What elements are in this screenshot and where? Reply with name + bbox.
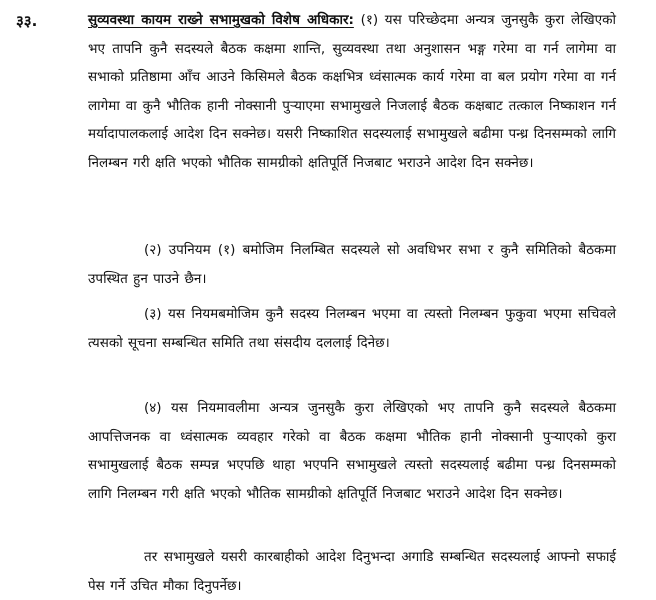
section-number: ३३. [16, 12, 38, 30]
subrule-4-paragraph: (४) यस नियमावलीमा अन्यत्र जुनसुकै कुरा लेखिएको भए तापनि कुनै सदस्यले बैठकमा आपत्तिजनक वा ध्वंसात्मक व्यवहार गरेको वा बैठक कक्षमा भौतिक हानी नोक्सानी पुऱ्याएको कुरा सभामुखलाई बैठक सम्पन्न भएपछि थाहा भएपनि सभामुखले त्यस्तो सदस्यलाई बढीमा पन्ध्र दिनसम्मको लागि निलम्बन गरी क्षति भएको भौतिक सामग्रीको क्षतिपूर्ति निजबाट भराउने आदेश दिन सक्नेछ। [88, 400, 616, 502]
subrule-2-paragraph: (२) उपनियम (१) बमोजिम निलम्बित सदस्यले सो अवधिभर सभा र कुनै समितिको बैठकमा उपस्थित हुन पाउने छैन। [88, 242, 616, 287]
section-paragraph-1 [88, 6, 616, 177]
section-heading: सुव्यवस्था कायम राख्ने सभामुखको विशेष अधिकार: [88, 12, 354, 28]
proviso-paragraph: तर सभामुखले यसरी कारबाहीको आदेश दिनुभन्दा अगाडि सम्बन्धित सदस्यलाई आफ्नो सफाई पेस गर्ने उचित मौका दिनुपर्नेछ। [88, 549, 616, 594]
subrule-3-paragraph: (३) यस नियमबमोजिम कुनै सदस्य निलम्बन भएमा वा त्यस्तो निलम्बन फुकुवा भएमा सचिवले त्यसको सूचना सम्बन्धित समिति तथा संसदीय दललाई दिनेछ। [88, 306, 616, 351]
subrule-1-text: (१) यस परिच्छेदमा अन्यत्र जुनसुकै कुरा लेखिएको भए तापनि कुनै सदस्यले बैठक कक्षमा शान्ति, सुव्यवस्था तथा अनुशासन भङ्ग गरेमा वा गर्न लागेमा वा सभाको प्रतिष्ठामा आँच आउने किसिमले बैठक कक्षभित्र ध्वंसात्मक कार्य गरेमा वा बल प्रयोग गरेमा वा गर्न लागेमा वा कुनै भौतिक हानी नोक्सानी पुऱ्याएमा सभामुखले निजलाई बैठक कक्षबाट तत्काल निष्काशन गर्न मर्यादापालकलाई आदेश दिन सक्नेछ। यसरी निष्काशित सदस्यलाई सभामुखले बढीमा पन्ध्र दिनसम्मको लागि निलम्बन गरी क्षति भएको भौतिक सामग्रीको क्षतिपूर्ति निजबाट भराउने आदेश दिन सक्नेछ। [88, 12, 616, 171]
